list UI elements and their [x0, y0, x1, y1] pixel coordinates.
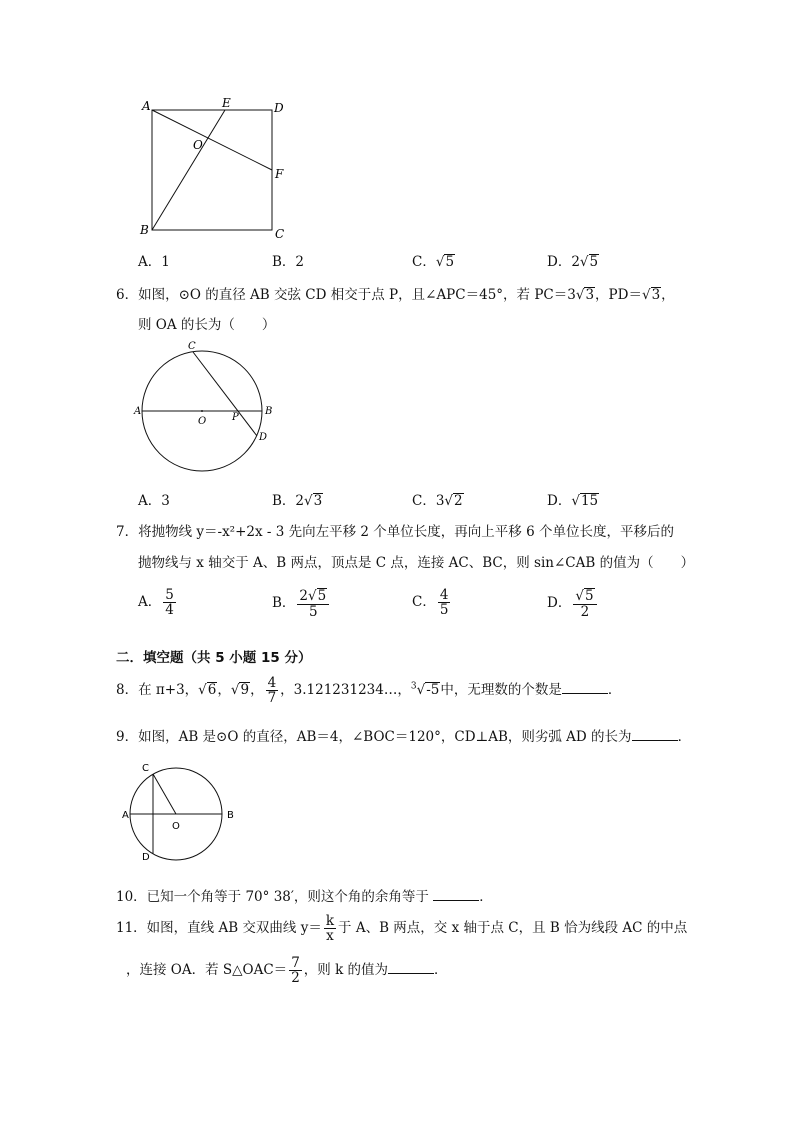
q5-option-a[interactable]	[138, 250, 170, 270]
q9-stem	[116, 725, 691, 745]
label-a: A	[134, 406, 142, 417]
q7-option-b-text: B．	[272, 595, 296, 612]
q7-stem-line1	[116, 520, 674, 540]
label-p: P	[232, 412, 239, 423]
q8-text: 中，无理数的个数是	[440, 682, 562, 699]
q9-text: 9．如图，AB 是⊙O 的直径，AB＝4，∠BOC＝120°，CD⊥AB，则劣弧 AD 的长为	[116, 729, 632, 745]
q11-text: ．	[434, 962, 448, 979]
segment-af	[152, 110, 272, 170]
q6-option-a-text: A．3	[138, 493, 170, 509]
radicand: 9	[240, 682, 250, 699]
label-c: C	[142, 763, 149, 774]
q8-text: ．	[607, 682, 622, 699]
radicand: 5	[584, 588, 594, 604]
q11-text: ，则 k 的值为	[303, 962, 389, 979]
numerator: 7	[291, 955, 300, 971]
fraction	[438, 588, 451, 617]
q5-option-b-text: B．2	[272, 254, 305, 270]
q10-stem	[116, 885, 493, 905]
q6-text: 则 OA 的长为（ ）	[138, 317, 276, 333]
q8-text: ，3.121231234…，	[280, 682, 411, 699]
sqrt-symbol: √5	[579, 254, 599, 270]
label-d: D	[259, 432, 268, 443]
q6-option-a[interactable]	[138, 489, 170, 509]
q6-text: ，	[661, 287, 675, 303]
q7-text: 7．将抛物线 y＝-x²+2x - 3 先向左平移 2 个单位长度，再向上平移 6 个单位长度，平移后的	[116, 524, 674, 540]
q6-option-c-text: C．3	[412, 493, 445, 509]
fraction	[289, 956, 302, 985]
radicand: 5	[445, 254, 455, 270]
sqrt-symbol: √5	[575, 588, 594, 604]
q8-text: ，	[250, 682, 264, 699]
denominator: 4	[165, 602, 174, 619]
denominator: 5	[439, 602, 449, 619]
radicand: 2	[454, 493, 463, 509]
denominator: 2	[291, 970, 300, 987]
fraction	[297, 588, 329, 619]
label-o: O	[193, 138, 203, 152]
radius-oc	[153, 774, 176, 814]
label-e: E	[222, 96, 231, 110]
q6-option-d[interactable]	[547, 489, 599, 509]
q7-option-c-text: C．	[412, 594, 436, 611]
sqrt-symbol: √9	[230, 682, 250, 699]
q5-option-b[interactable]	[272, 250, 304, 270]
radicand: 5	[317, 588, 327, 604]
label-o: O	[172, 821, 180, 832]
sqrt-symbol: √2	[444, 493, 463, 509]
square-abcd	[152, 110, 272, 230]
numerator: 5	[165, 587, 174, 603]
sqrt-symbol: √3	[641, 287, 661, 303]
q6-text: ，PD＝	[595, 287, 642, 303]
q6-option-b-text: B．2	[272, 493, 305, 509]
q9-text: ．	[677, 729, 692, 745]
label-d: D	[274, 101, 284, 115]
figure-q6-circle	[130, 336, 280, 476]
q5-option-d-text: D．2	[547, 254, 580, 270]
center-dot	[201, 410, 203, 412]
section-heading-fill-in: 二．填空题（共 5 小题 15 分）	[116, 650, 312, 666]
q7-option-a[interactable]	[138, 588, 178, 617]
answer-blank[interactable]	[562, 681, 608, 694]
q8-text: 8．在 π+3，	[116, 682, 199, 699]
denominator: x	[326, 928, 334, 945]
q11-text: 于 A、B 两点，交 x 轴于点 C，且 B 恰为线段 AC 的中点	[338, 920, 688, 937]
answer-blank[interactable]	[433, 888, 479, 901]
radicand: 3	[313, 493, 323, 509]
q5-option-a-text: A．1	[138, 254, 170, 270]
figure-q9-circle	[116, 756, 246, 864]
label-a: A	[122, 810, 129, 821]
denominator: 5	[309, 603, 318, 620]
numerator: 4	[439, 587, 449, 603]
figure-q5-square	[138, 96, 298, 246]
root-index: 3	[410, 681, 417, 692]
radicand: 15	[580, 493, 599, 509]
label-c: C	[188, 341, 196, 352]
label-b: B	[140, 223, 149, 237]
label-b: B	[227, 810, 234, 821]
q11-stem-line1	[116, 914, 687, 943]
label-d: D	[142, 852, 150, 863]
q7-option-c[interactable]	[412, 588, 452, 617]
numerator: k	[325, 913, 335, 929]
q7-stem-line2	[138, 551, 694, 571]
q10-text: ．	[479, 889, 493, 905]
q8-stem	[116, 676, 621, 705]
q6-option-c[interactable]	[412, 489, 464, 509]
numerator	[573, 588, 596, 605]
q7-option-b[interactable]	[272, 588, 331, 619]
label-b: B	[265, 406, 273, 417]
q7-option-d[interactable]	[547, 588, 599, 619]
fraction	[163, 588, 176, 617]
question-number: 6．	[116, 287, 139, 303]
fraction	[573, 588, 596, 619]
sqrt-symbol: √5	[308, 588, 327, 604]
fraction	[324, 914, 336, 943]
q11-stem-line2	[126, 956, 448, 985]
q7-text: 抛物线与 x 轴交于 A、B 两点，顶点是 C 点，连接 AC、BC，则 sin∠CAB 的值为（ ）	[138, 555, 695, 571]
q6-option-b[interactable]	[272, 489, 323, 509]
q11-text: ，连接 OA．若 S△OAC＝	[126, 962, 288, 979]
q6-stem-line1	[116, 283, 675, 303]
q6-stem-line2	[138, 313, 275, 333]
q7-option-d-text: D．	[547, 595, 572, 612]
q10-text: 10．已知一个角等于 70° 38′，则这个角的余角等于	[116, 889, 429, 905]
q11-text: 11．如图，直线 AB 交双曲线 y＝	[116, 920, 322, 937]
sqrt-symbol: √5	[435, 254, 455, 270]
fraction	[266, 676, 279, 705]
radicand: -5	[426, 682, 440, 699]
label-o: O	[198, 416, 207, 427]
radicand: 3	[651, 287, 661, 303]
radicand: 3	[585, 287, 595, 303]
denominator: 2	[580, 603, 590, 620]
label-f: F	[275, 167, 284, 181]
q6-option-d-text: D．	[547, 493, 572, 509]
label-c: C	[275, 227, 285, 241]
radicand: 6	[207, 682, 217, 699]
answer-blank[interactable]	[388, 961, 434, 974]
numerator	[297, 588, 329, 605]
q5-option-c-text: C．	[412, 254, 436, 270]
answer-blank[interactable]	[632, 728, 678, 741]
label-a: A	[142, 99, 151, 113]
cube-root-symbol: √-5	[416, 682, 440, 699]
q8-text: ，	[217, 682, 231, 699]
sqrt-symbol: √6	[198, 682, 217, 699]
q5-option-c[interactable]	[412, 250, 455, 270]
denominator: 7	[267, 690, 277, 707]
q6-text: 如图，⊙O 的直径 AB 交弦 CD 相交于点 P，且∠APC＝45°，若 PC＝3	[138, 287, 576, 303]
coefficient: 2	[299, 588, 309, 604]
radicand: 5	[589, 254, 599, 270]
q7-option-a-text: A．	[138, 594, 162, 611]
sqrt-symbol: √3	[304, 493, 323, 509]
sqrt-symbol: √15	[571, 493, 599, 509]
sqrt-symbol: √3	[575, 287, 595, 303]
q5-option-d[interactable]	[547, 250, 599, 270]
numerator: 4	[267, 675, 277, 691]
